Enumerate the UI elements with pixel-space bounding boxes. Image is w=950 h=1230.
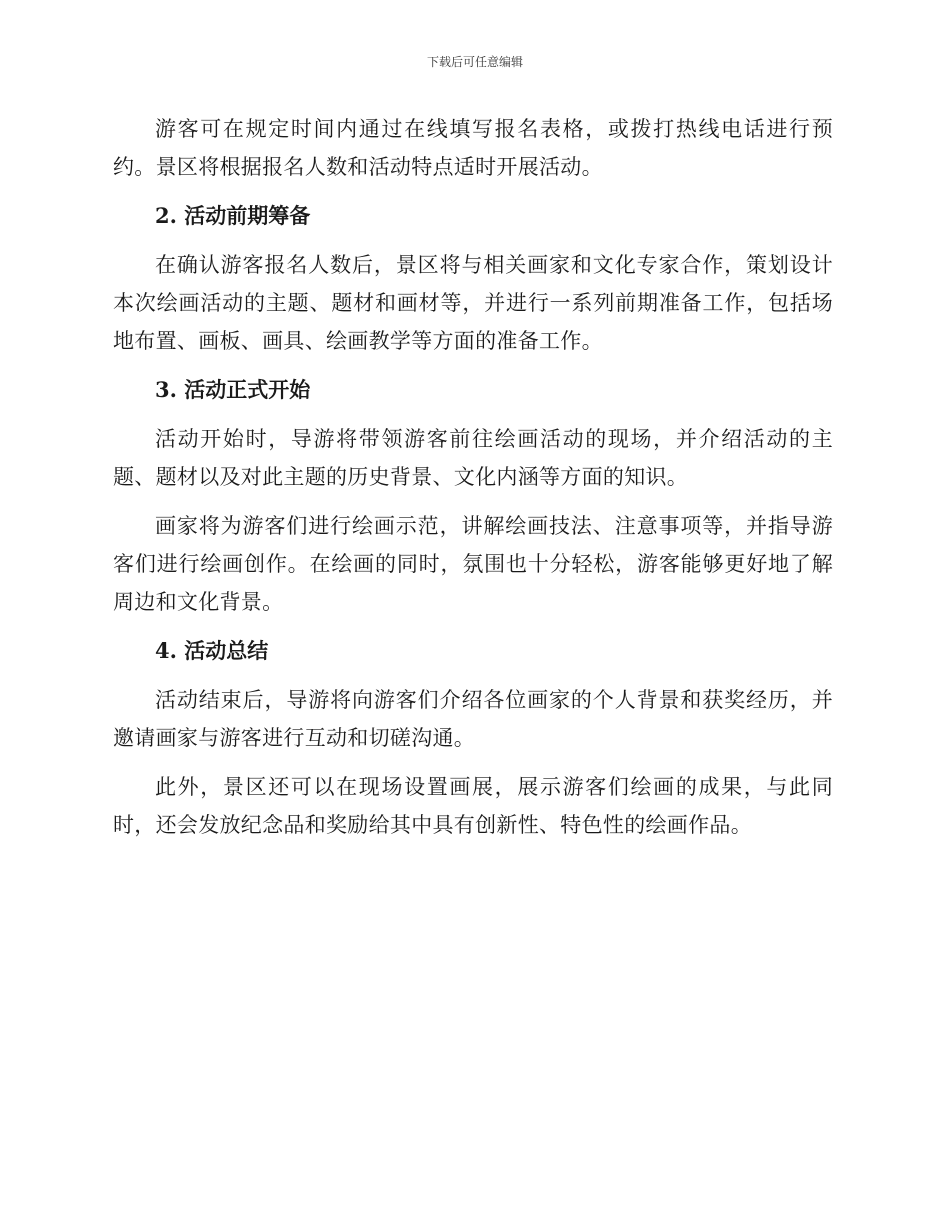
- paragraph-summary: 活动结束后，导游将向游客们介绍各位画家的个人背景和获奖经历，并邀请画家与游客进行互动和切磋沟通。: [113, 688, 833, 750]
- header-note: 下载后可任意编辑: [426, 55, 523, 69]
- paragraph-registration: 游客可在规定时间内通过在线填写报名表格，或拨打热线电话进行预约。景区将根据报名人数和活动特点适时开展活动。: [113, 117, 833, 179]
- section-heading-preparation: 2. 活动前期筹备: [155, 203, 311, 228]
- document-body: [113, 110, 833, 855]
- paragraph-start: 活动开始时，导游将带领游客前往绘画活动的现场，并介绍活动的主题、题材以及对此主题的历史背景、文化内涵等方面的知识。: [113, 427, 833, 489]
- paragraph-preparation: 在确认游客报名人数后，景区将与相关画家和文化专家合作，策划设计本次绘画活动的主题、题材和画材等，并进行一系列前期准备工作，包括场地布置、画板、画具、绘画教学等方面的准备工作。: [113, 253, 833, 353]
- section-heading-start: 3. 活动正式开始: [155, 377, 311, 402]
- paragraph-exhibition: 此外，景区还可以在现场设置画展，展示游客们绘画的成果，与此同时，还会发放纪念品和奖励给其中具有创新性、特色性的绘画作品。: [113, 775, 833, 837]
- section-heading-summary: 4. 活动总结: [155, 638, 269, 663]
- paragraph-demonstration: 画家将为游客们进行绘画示范，讲解绘画技法、注意事项等，并指导游客们进行绘画创作。在绘画的同时，氛围也十分轻松，游客能够更好地了解周边和文化背景。: [113, 514, 833, 614]
